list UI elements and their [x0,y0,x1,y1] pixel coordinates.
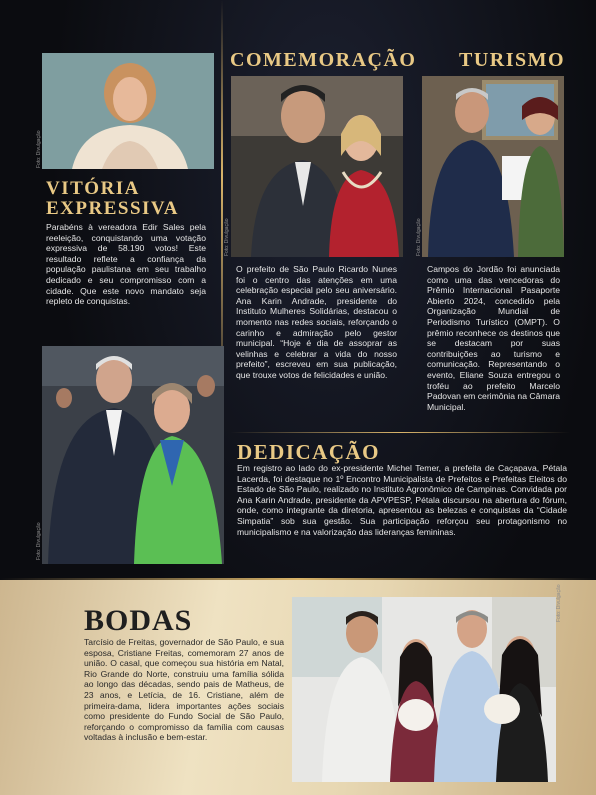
comemoracao-text: O prefeito de São Paulo Ricardo Nunes foi o centro das atenções em uma celebração especial pelo seu aniversário. Ana Karin Andrade, presidente do Instituto Mulheres Solidárias, destacou o momento nas redes sociais, reforçando o carinho e admiração pelo gestor municipal. “Hoje é dia de assoprar as velinhas e celebrar a vida do nosso prefeito”, escreveu em sua publicação, que trouxe votos de felicidades e união. [236,264,397,380]
photo-turismo-award [422,76,564,257]
photo-credit: Foto: Divulgação [224,218,230,256]
photo-credit: Foto: Divulgação [36,130,42,168]
vitoria-text: Parabéns à vereadora Edir Sales pela reeleição, conquistando uma votação expressiva de 58.190 votos! Este resultado reflete a confiança da população paulistana em seu trabalho dedicado e seu compromisso com a cidade. Que este novo mandato seja repleto de conquistas. [46,222,206,307]
dedicacao-text: Em registro ao lado do ex-presidente Michel Temer, a prefeita de Caçapava, Pétala Lacerda, foi destaque no 1º Encontro Municipalista de Prefeitos e Prefeitas Eleitos do Estado de São Paulo, realizado no Instituto Agronômico de Campinas. Convidada por Ana Karin Andrade, presidente da APVPESP, Pétala discursou na abertura do fórum, onde, como integrante da diretoria, apresentou as belezas e conquistas da “Cidade Simpatia” sob sua gestão. Sua participação reforçou seu protagonismo no municipalismo e na valorização das lideranças femininas. [237,463,567,537]
bodas-text: Tarcísio de Freitas, governador de São Paulo, e sua esposa, Cristiane Freitas, comemoram 27 anos de união. O casal, que começou sua história em Natal, Rio Grande do Norte, construiu uma família sólida ao longo das décadas, sendo pais de Matheus, de 23 anos, e Letícia, de 16. Cristiane, além de primeira-dama, lidera importantes ações sociais como presidente do Fundo Social de São Paulo, reforçando o compromisso da família com causas voltadas à inclusão e bem-estar. [84,637,284,743]
photo-tarcisio-family [292,597,556,782]
photo-edir-sales [42,53,214,169]
dedicacao-title: DEDICAÇÃO [237,440,381,464]
vitoria-title-line2: EXPRESSIVA [46,198,179,219]
bodas-title: BODAS [84,604,193,637]
turismo-text: Campos do Jordão foi anunciada como uma das vencedoras do Prêmio Internacional Pasaporte Abierto 2024, concedido pela Organização Mundial de Periodismo Turístico (OMPT). O prêmio reconhece os destinos que se destacam por suas contribuições ao turismo e comunicação. Representando o evento, Eliane Souza entregou o troféu ao prefeito Marcelo Padovan em cerimônia na Câmara Municipal. [427,264,560,412]
photo-credit: Foto: Divulgação [36,522,42,560]
photo-credit: Foto: Divulgação [416,218,422,256]
comemoracao-title: COMEMORAÇÃO [230,49,417,71]
photo-michel-temer [42,346,224,564]
photo-ricardo-nunes [231,76,403,257]
turismo-title: TURISMO [459,49,566,71]
photo-credit: Foto: Divulgação [556,584,562,622]
gold-divider-horizontal [230,432,570,433]
vitoria-title-line1: VITÓRIA [46,178,140,199]
